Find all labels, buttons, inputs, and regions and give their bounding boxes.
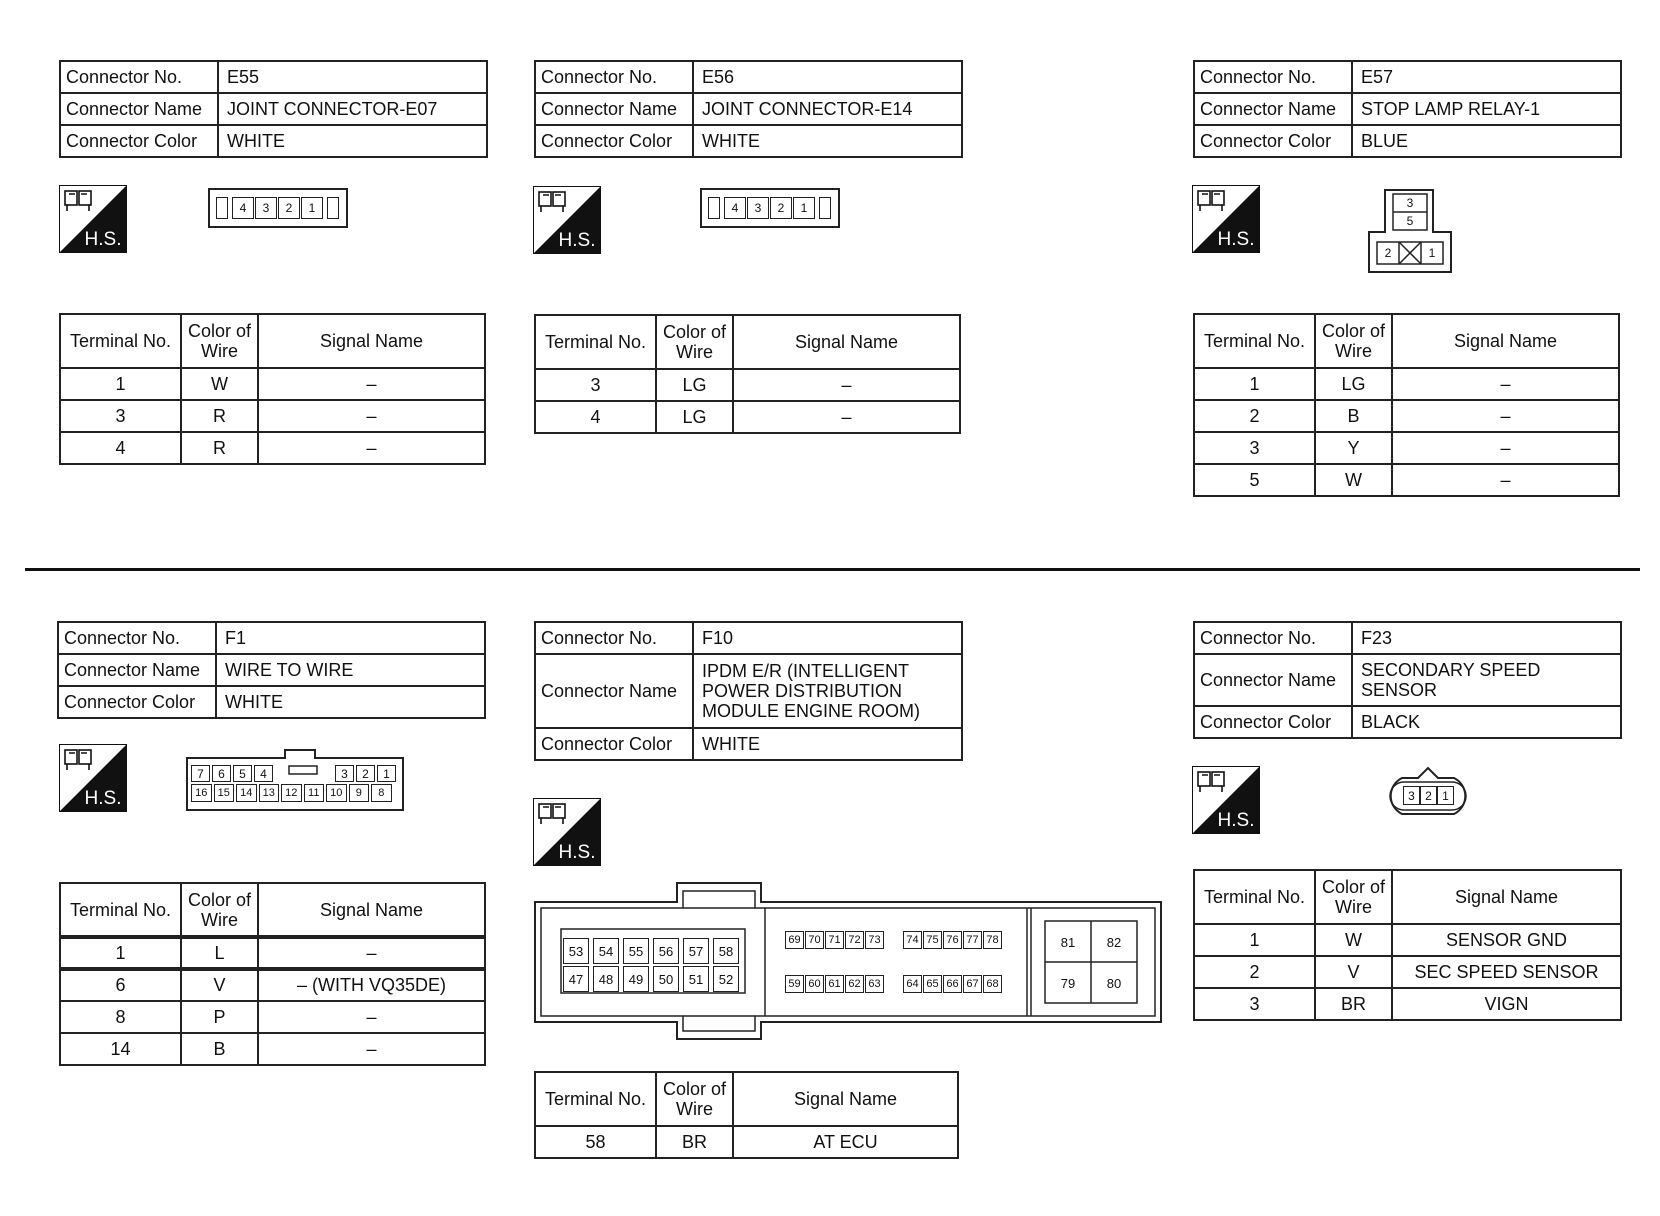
section-divider xyxy=(25,568,1640,571)
pin: 78 xyxy=(983,931,1002,949)
table-row: 3 LG – xyxy=(535,369,960,401)
table-row: 1 W SENSOR GND xyxy=(1194,924,1621,956)
f1-terminal-table xyxy=(59,882,486,1066)
connector-name-value: JOINT CONNECTOR-E07 xyxy=(218,93,487,125)
pin: 8 xyxy=(371,784,392,802)
harness-side-icon xyxy=(533,186,601,254)
pin: 66 xyxy=(943,975,962,993)
table-row: 3 Y – xyxy=(1194,432,1619,464)
pin: 48 xyxy=(593,966,619,992)
signal-name-header: Signal Name xyxy=(733,1072,958,1126)
pin: 54 xyxy=(593,938,619,964)
terminal-no-header: Terminal No. xyxy=(535,1072,656,1126)
color-of-wire-header: Color of Wire xyxy=(1315,314,1392,368)
pin: 5 xyxy=(1406,214,1414,228)
e57-connector-diagram xyxy=(1367,188,1453,274)
connector-name-value: IPDM E/R (INTELLIGENT POWER DISTRIBUTION MODULE ENGINE ROOM) xyxy=(693,654,962,728)
e56-info-table xyxy=(534,60,963,158)
pin: 62 xyxy=(845,975,864,993)
pin: 4 xyxy=(724,197,746,219)
connector-color-value: WHITE xyxy=(693,728,962,760)
connector-no-value: F1 xyxy=(216,622,485,654)
pin: 61 xyxy=(825,975,844,993)
connector-color-label: Connector Color xyxy=(535,728,693,760)
table-row: 2 B – xyxy=(1194,400,1619,432)
pin: 70 xyxy=(805,931,824,949)
color-of-wire-header: Color of Wire xyxy=(181,883,258,937)
table-row: 14 B – xyxy=(60,1033,485,1065)
pin: 12 xyxy=(281,784,302,802)
table-row: 4 R – xyxy=(60,432,485,464)
table-row: 1 W – xyxy=(60,368,485,400)
signal-name-header: Signal Name xyxy=(258,314,485,368)
e56-connector-diagram xyxy=(700,188,840,228)
connector-color-value: BLUE xyxy=(1352,125,1621,157)
connector-name-value: SECONDARY SPEED SENSOR xyxy=(1352,654,1621,706)
connector-color-value: WHITE xyxy=(693,125,962,157)
f10-terminal-table xyxy=(534,1071,959,1159)
connector-color-value: WHITE xyxy=(218,125,487,157)
signal-name-header: Signal Name xyxy=(1392,870,1621,924)
connector-no-value: E55 xyxy=(218,61,487,93)
pin: 80 xyxy=(1106,975,1122,991)
pin: 3 xyxy=(1403,786,1420,805)
pin: 4 xyxy=(232,197,254,219)
connector-name-value: STOP LAMP RELAY-1 xyxy=(1352,93,1621,125)
pin: 52 xyxy=(713,966,739,992)
table-row: 4 LG – xyxy=(535,401,960,433)
pin: 79 xyxy=(1060,975,1076,991)
pin: 10 xyxy=(326,784,347,802)
connector-name-label: Connector Name xyxy=(1194,654,1352,706)
connector-color-label: Connector Color xyxy=(535,125,693,157)
color-of-wire-header: Color of Wire xyxy=(181,314,258,368)
connector-no-value: F23 xyxy=(1352,622,1621,654)
pin: 1 xyxy=(301,197,323,219)
pin: 16 xyxy=(191,784,212,802)
e55-info-table xyxy=(59,60,488,158)
e55-terminal-table xyxy=(59,313,486,465)
pin: 60 xyxy=(805,975,824,993)
connector-no-label: Connector No. xyxy=(535,61,693,93)
hs-label: H.S. xyxy=(558,842,596,863)
pin: 71 xyxy=(825,931,844,949)
pin: 2 xyxy=(356,765,375,782)
table-row: 1 LG – xyxy=(1194,368,1619,400)
pin: 73 xyxy=(865,931,884,949)
hs-label: H.S. xyxy=(84,788,122,809)
connector-no-value: F10 xyxy=(693,622,962,654)
connector-no-label: Connector No. xyxy=(1194,61,1352,93)
terminal-no-header: Terminal No. xyxy=(1194,870,1315,924)
terminal-no-header: Terminal No. xyxy=(1194,314,1315,368)
hs-label: H.S. xyxy=(558,230,596,251)
pin: 13 xyxy=(259,784,280,802)
pin: 1 xyxy=(793,197,815,219)
terminal-no-header: Terminal No. xyxy=(535,315,656,369)
table-row: 2 V SEC SPEED SENSOR xyxy=(1194,956,1621,988)
signal-name-header: Signal Name xyxy=(258,883,485,937)
e57-info-table xyxy=(1193,60,1622,158)
e57-terminal-table xyxy=(1193,313,1620,497)
connector-color-label: Connector Color xyxy=(1194,125,1352,157)
signal-name-header: Signal Name xyxy=(1392,314,1619,368)
pin: 7 xyxy=(191,765,210,782)
pin: 3 xyxy=(1406,196,1414,210)
pin: 3 xyxy=(335,765,354,782)
pin: 56 xyxy=(653,938,679,964)
hs-label: H.S. xyxy=(84,229,122,250)
pin: 11 xyxy=(304,784,325,802)
table-row: 3 BR VIGN xyxy=(1194,988,1621,1020)
pin: 63 xyxy=(865,975,884,993)
pin: 57 xyxy=(683,938,709,964)
f1-info-table xyxy=(57,621,486,719)
connector-no-label: Connector No. xyxy=(58,622,216,654)
f23-terminal-table xyxy=(1193,869,1622,1021)
table-row: 1 L – xyxy=(60,937,485,969)
table-row: 8 P – xyxy=(60,1001,485,1033)
pin: 49 xyxy=(623,966,649,992)
connector-name-value: JOINT CONNECTOR-E14 xyxy=(693,93,962,125)
pin: 76 xyxy=(943,931,962,949)
pin: 67 xyxy=(963,975,982,993)
connector-name-label: Connector Name xyxy=(60,93,218,125)
pin: 77 xyxy=(963,931,982,949)
pin: 81 xyxy=(1060,934,1076,950)
pin: 82 xyxy=(1106,934,1122,950)
connector-name-label: Connector Name xyxy=(535,93,693,125)
harness-side-icon xyxy=(533,798,601,866)
connector-color-label: Connector Color xyxy=(60,125,218,157)
terminal-no-header: Terminal No. xyxy=(60,314,181,368)
table-row: 3 R – xyxy=(60,400,485,432)
f23-connector-diagram xyxy=(1380,766,1476,816)
pin: 6 xyxy=(212,765,231,782)
e56-terminal-table xyxy=(534,314,961,434)
pin: 50 xyxy=(653,966,679,992)
pin: 74 xyxy=(903,931,922,949)
pin: 2 xyxy=(1420,786,1437,805)
pin: 5 xyxy=(233,765,252,782)
pin: 1 xyxy=(1437,786,1454,805)
hs-label: H.S. xyxy=(1217,229,1255,250)
table-row: 6 V – (WITH VQ35DE) xyxy=(60,969,485,1001)
connector-name-label: Connector Name xyxy=(535,654,693,728)
pin: 1 xyxy=(1428,246,1436,260)
connector-no-value: E57 xyxy=(1352,61,1621,93)
pin: 1 xyxy=(377,765,396,782)
harness-side-icon xyxy=(1192,185,1260,253)
pin: 64 xyxy=(903,975,922,993)
pin: 59 xyxy=(785,975,804,993)
harness-side-icon xyxy=(1192,766,1260,834)
pin: 2 xyxy=(770,197,792,219)
pin: 3 xyxy=(747,197,769,219)
connector-no-label: Connector No. xyxy=(60,61,218,93)
table-row: 58 BR AT ECU xyxy=(535,1126,958,1158)
table-row: 5 W – xyxy=(1194,464,1619,496)
pin: 14 xyxy=(236,784,257,802)
pin: 51 xyxy=(683,966,709,992)
pin: 68 xyxy=(983,975,1002,993)
pin: 58 xyxy=(713,938,739,964)
pin: 55 xyxy=(623,938,649,964)
connector-no-label: Connector No. xyxy=(535,622,693,654)
connector-color-value: BLACK xyxy=(1352,706,1621,738)
terminal-no-header: Terminal No. xyxy=(60,883,181,937)
pin: 72 xyxy=(845,931,864,949)
hs-label: H.S. xyxy=(1217,810,1255,831)
connector-name-label: Connector Name xyxy=(1194,93,1352,125)
pin: 3 xyxy=(255,197,277,219)
pin: 69 xyxy=(785,931,804,949)
pin: 47 xyxy=(563,966,589,992)
e55-connector-diagram xyxy=(208,188,348,228)
pin: 65 xyxy=(923,975,942,993)
connector-color-value: WHITE xyxy=(216,686,485,718)
pin: 4 xyxy=(254,765,273,782)
connector-no-value: E56 xyxy=(693,61,962,93)
connector-no-label: Connector No. xyxy=(1194,622,1352,654)
pin: 2 xyxy=(1384,246,1392,260)
pin: 2 xyxy=(278,197,300,219)
color-of-wire-header: Color of Wire xyxy=(1315,870,1392,924)
harness-side-icon xyxy=(59,185,127,253)
connector-color-label: Connector Color xyxy=(1194,706,1352,738)
connector-name-label: Connector Name xyxy=(58,654,216,686)
connector-color-label: Connector Color xyxy=(58,686,216,718)
pin: 9 xyxy=(349,784,370,802)
color-of-wire-header: Color of Wire xyxy=(656,315,733,369)
f23-info-table xyxy=(1193,621,1622,739)
color-of-wire-header: Color of Wire xyxy=(656,1072,733,1126)
f10-info-table xyxy=(534,621,963,761)
pin: 53 xyxy=(563,938,589,964)
pin: 15 xyxy=(214,784,235,802)
connector-name-value: WIRE TO WIRE xyxy=(216,654,485,686)
pin: 75 xyxy=(923,931,942,949)
harness-side-icon xyxy=(59,744,127,812)
signal-name-header: Signal Name xyxy=(733,315,960,369)
